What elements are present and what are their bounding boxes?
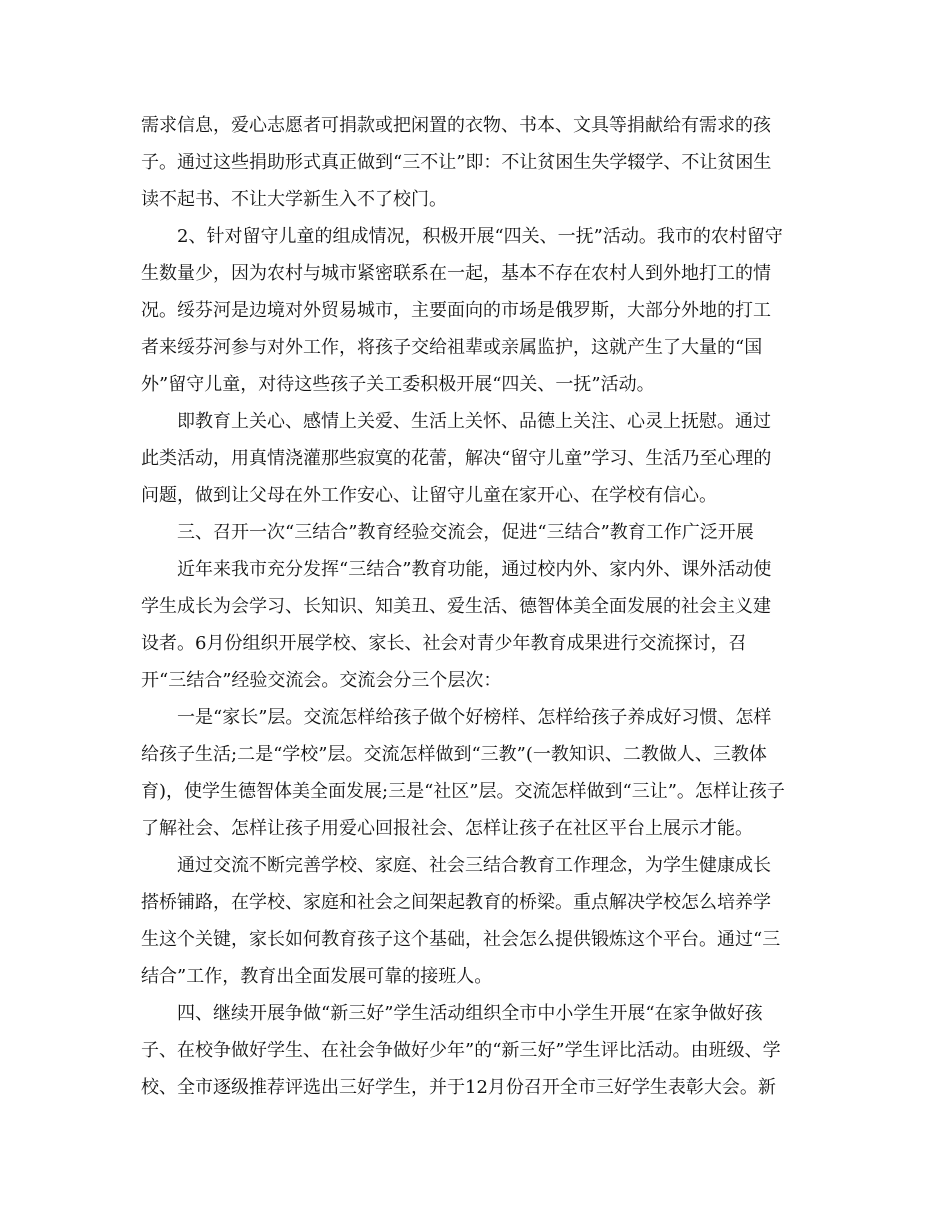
section-heading: 三、召开一次“三结合”教育经验交流会，促进“三结合”教育工作广泛开展 bbox=[177, 522, 754, 543]
text-line: 学生成长为会学习、长知识、知美丑、爱生活、德智体美全面发展的社会主义建 bbox=[141, 596, 771, 617]
text-line: 搭桥铺路，在学校、家庭和社会之间架起教育的桥梁。重点解决学校怎么培养学 bbox=[141, 892, 771, 913]
text-line: 外”留守儿童，对待这些孩子关工委积极开展“四关、一抚”活动。 bbox=[141, 374, 655, 395]
text-line: 结合”工作，教育出全面发展可靠的接班人。 bbox=[141, 966, 493, 987]
text-line: 了解社会、怎样让孩子用爱心回报社会、怎样让孩子在社区平台上展示才能。 bbox=[141, 818, 753, 839]
text-line: 需求信息，爱心志愿者可捐款或把闲置的衣物、书本、文具等捐献给有需求的孩 bbox=[141, 115, 771, 136]
text-line: 生数量少，因为农村与城市紧密联系在一起，基本不存在农村人到外地打工的情 bbox=[141, 263, 771, 284]
text-line: 开“三结合”经验交流会。交流会分三个层次： bbox=[141, 670, 502, 691]
text-line: 校、全市逐级推荐评选出三好学生，并于12月份召开全市三好学生表彰大会。新 bbox=[141, 1077, 776, 1098]
paragraph-first-line: 2、针对留守儿童的组成情况，积极开展“四关、一抚”活动。我市的农村留守 bbox=[177, 226, 783, 247]
text-line: 问题，做到让父母在外工作安心、让留守儿童在家开心、在学校有信心。 bbox=[141, 485, 717, 506]
text-line: 给孩子生活;二是“学校”层。交流怎样做到“三教”(一教知识、二教做人、三教体 bbox=[141, 744, 767, 765]
text-line: 生这个关键，家长如何教育孩子这个基础，社会怎么提供锻炼这个平台。通过“三 bbox=[141, 929, 781, 950]
text-line: 子。通过这些捐助形式真正做到“三不让”即：不让贫困生失学辍学、不让贫困生 bbox=[141, 152, 772, 173]
text-line: 此类活动，用真情浇灌那些寂寞的花蕾，解决“留守儿童”学习、生活乃至心理的 bbox=[141, 448, 772, 469]
text-line: 育)，使学生德智体美全面发展;三是“社区”层。交流怎样做到“三让”。怎样让孩子 bbox=[141, 781, 785, 802]
text-line: 者来绥芬河参与对外工作，将孩子交给祖辈或亲属监护，这就产生了大量的“国 bbox=[141, 337, 763, 358]
paragraph-first-line: 一是“家长”层。交流怎样给孩子做个好榜样、怎样给孩子养成好习惯、怎样 bbox=[177, 707, 772, 728]
paragraph-first-line: 即教育上关心、感情上关爱、生活上关怀、品德上关注、心灵上抚慰。通过 bbox=[177, 411, 771, 432]
text-line: 设者。6月份组织开展学校、家长、社会对青少年教育成果进行交流探讨，召 bbox=[141, 633, 747, 654]
text-line: 况。绥芬河是边境对外贸易城市，主要面向的市场是俄罗斯，大部分外地的打工 bbox=[141, 300, 771, 321]
text-line: 子、在校争做好学生、在社会争做好少年”的“新三好”学生评比活动。由班级、学 bbox=[141, 1040, 781, 1061]
paragraph-first-line: 通过交流不断完善学校、家庭、社会三结合教育工作理念，为学生健康成长 bbox=[177, 855, 771, 876]
text-line: 读不起书、不让大学新生入不了校门。 bbox=[141, 189, 447, 210]
section-heading: 四、继续开展争做“新三好”学生活动组织全市中小学生开展“在家争做好孩 bbox=[177, 1003, 763, 1024]
paragraph-first-line: 近年来我市充分发挥“三结合”教育功能，通过校内外、家内外、课外活动使 bbox=[177, 559, 772, 580]
